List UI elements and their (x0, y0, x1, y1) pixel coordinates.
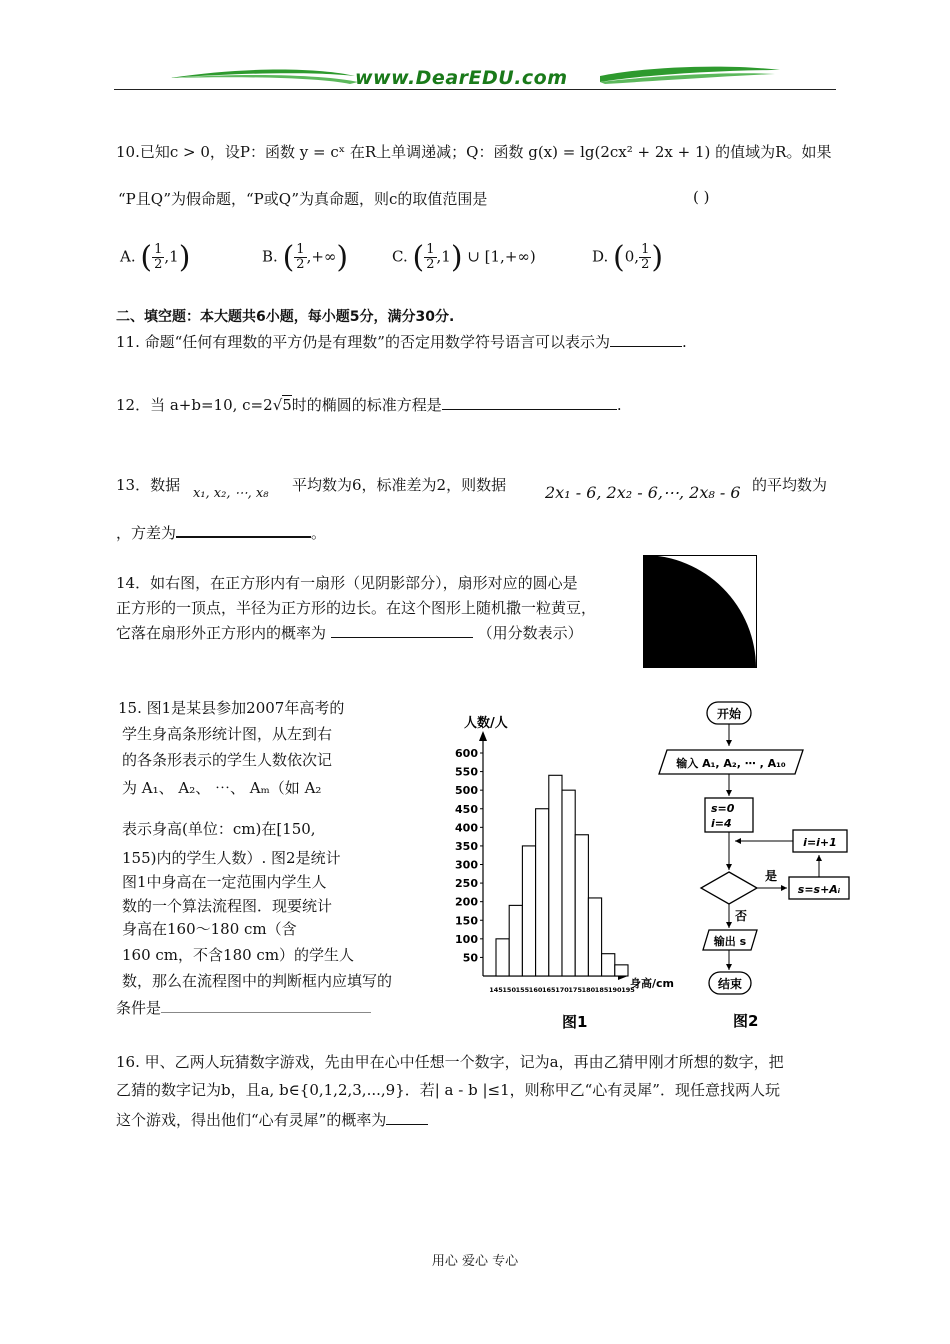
height-histogram (440, 705, 690, 1035)
output-label: 输出 s (713, 935, 747, 948)
q15-line6: 155)内的学生人数）. 图2是统计 (122, 849, 341, 867)
paren-open: ( (282, 240, 295, 275)
y-tick-label: 350 (455, 839, 478, 853)
q15-line9: 身高在160～180 cm（含 (122, 920, 297, 938)
option-b-label: B. (262, 247, 278, 266)
sqrt-symbol: √ (272, 396, 283, 414)
q10-option-d (592, 240, 663, 275)
q16-line2: 乙猜的数字记为b，且a, b∈{0,1,2,3,...,9}．若| a - b |≤1，则称甲乙“心有灵犀”．现任意找两人玩 (116, 1081, 780, 1099)
q15-line5: 表示身高(单位：cm)在[150, (122, 820, 316, 838)
y-tick-label: 200 (455, 895, 478, 909)
histogram-bar (575, 835, 588, 976)
q13-pre: 13．数据 (116, 476, 181, 494)
paren-close: ) (336, 240, 349, 275)
numerator: 1 (641, 242, 650, 257)
histogram-bar (562, 790, 575, 976)
figure-2-caption: 图2 (733, 1012, 759, 1030)
option-c-rest: ,1 (436, 247, 451, 266)
q14-line3-post: （用分数表示） (477, 624, 583, 642)
denominator: 2 (426, 257, 435, 272)
q12-post: 时的椭圆的标准方程是 (291, 396, 442, 414)
q10-option-a (120, 240, 190, 275)
figure-1-caption: 图1 (562, 1013, 588, 1031)
page-footer: 用心 爱心 专心 (431, 1254, 519, 1269)
q13-line2-pre: ，方差为 (116, 524, 177, 542)
y-tick-label: 500 (455, 784, 478, 798)
x-tick-label: 150 (502, 986, 516, 994)
y-tick-label: 300 (455, 858, 478, 872)
x-tick-label: 160 (528, 986, 543, 994)
q12 (116, 394, 622, 415)
histogram-bar (536, 809, 549, 976)
q12-answer-blank[interactable] (442, 395, 617, 410)
q12-end: . (616, 396, 622, 414)
q15-line7: 图1中身高在一定范围内学生人 (122, 873, 327, 891)
accumulate-label: s=s+Aᵢ (797, 883, 841, 896)
section-2-title: 二、填空题：本大题共6小题，每小题5分，满分30分. (116, 309, 455, 325)
paren-open: ( (613, 240, 625, 275)
paren-close: ) (450, 240, 463, 275)
q13-data-set-1: x₁, x₂, ⋯, x₈ (193, 486, 269, 501)
y-tick-label: 550 (455, 765, 478, 779)
init-s-label: s=0 (711, 802, 735, 815)
q10-option-c (392, 240, 536, 275)
numerator: 1 (154, 242, 163, 257)
q16-line1: 16. 甲、乙两人玩猜数字游戏，先由甲在心中任想一个数字，记为a，再由乙猜甲刚才所想的数字，把 (116, 1053, 784, 1071)
q11-end: . (681, 333, 687, 351)
increment-label: i=i+1 (803, 836, 837, 849)
algorithm-flowchart (655, 700, 855, 1038)
q10-line2: “P且Q”为假命题，“P或Q”为真命题，则c的取值范围是 (118, 190, 488, 208)
numerator: 1 (296, 242, 305, 257)
y-tick-label: 250 (455, 877, 478, 891)
y-tick-label: 600 (455, 747, 478, 760)
q15-line1: 15. 图1是某县参加2007年高考的 (118, 699, 345, 717)
q15-line12 (116, 997, 371, 1018)
fraction-half (294, 243, 306, 272)
site-logo-text[interactable]: www.DearEDU.com (355, 67, 568, 89)
q13-variance-blank[interactable] (176, 522, 311, 538)
q16-answer-blank[interactable] (386, 1110, 428, 1125)
histogram-bar (615, 965, 628, 976)
y-tick-label: 150 (455, 914, 478, 928)
q15-answer-blank[interactable] (161, 998, 371, 1013)
paren-close: ) (178, 240, 191, 275)
q13-line2-end: 。 (311, 524, 327, 542)
paren-open: ( (140, 240, 153, 275)
x-tick-label: 175 (568, 986, 582, 994)
q14-answer-blank[interactable] (331, 623, 473, 638)
q13-line2 (116, 522, 326, 543)
y-tick-label: 450 (455, 802, 478, 816)
yes-label: 是 (765, 869, 778, 883)
option-a-rest: ,1 (164, 247, 179, 266)
q15-line4: 为 A₁、 A₂、 ⋯、 Aₘ（如 A₂ (122, 779, 322, 797)
x-tick-label: 185 (594, 986, 609, 994)
start-label: 开始 (716, 707, 742, 721)
q11-answer-blank[interactable] (610, 332, 682, 347)
histogram-bar (602, 954, 615, 976)
q14-line3 (116, 622, 583, 643)
denominator: 2 (154, 257, 163, 272)
x-tick-label: 190 (608, 986, 622, 994)
paren-open: ( (412, 240, 425, 275)
q14-line1: 14．如右图，在正方形内有一扇形（见阴影部分），扇形对应的圆心是 (116, 574, 578, 592)
q12-pre: 12．当 a+b=10, c=2 (116, 396, 273, 414)
q15-line3: 的各条形表示的学生人数依次记 (122, 751, 333, 769)
q13-mid: 平均数为6，标准差为2，则数据 (292, 476, 507, 494)
y-tick-label: 50 (462, 951, 478, 965)
q11 (116, 331, 687, 352)
q11-text: 11. 命题“任何有理数的平方仍是有理数”的否定用数学符号语言可以表示为 (116, 333, 610, 351)
init-i-label: i=4 (711, 817, 732, 830)
quarter-circle-figure (643, 555, 757, 668)
option-b-rest: ,+∞ (306, 247, 337, 266)
x-tick-label: 155 (515, 986, 530, 994)
x-tick-label: 165 (542, 986, 556, 994)
option-c-label: C. (392, 247, 408, 266)
fraction-half (152, 243, 164, 272)
histogram-bar (496, 939, 509, 976)
q15-line12-text: 条件是 (116, 999, 162, 1017)
histogram-bar (509, 905, 522, 976)
q10-option-b (262, 240, 348, 275)
q16-line3 (116, 1109, 428, 1130)
y-axis-arrow (479, 731, 487, 741)
option-d-label: D. (592, 247, 609, 266)
q15-line10: 160 cm，不含180 cm）的学生人 (122, 946, 355, 964)
x-tick-label: 195 (621, 986, 635, 994)
fraction-half (424, 243, 436, 272)
histogram-bar (522, 846, 535, 976)
q14-line3-pre: 它落在扇形外正方形内的概率为 (116, 624, 327, 642)
x-axis-label: 身高/cm (630, 977, 674, 990)
option-c-union: ∪ [1,+∞) (467, 247, 536, 266)
q10-line1: 10.已知c > 0，设P：函数 y = cˣ 在R上单调递减；Q：函数 g(x) = lg(2cx² + 2x + 1) 的值域为R。如果 (116, 143, 832, 161)
header-divider (114, 89, 836, 90)
fraction-half (639, 243, 651, 272)
no-label: 否 (735, 909, 748, 923)
decision-diamond (701, 872, 757, 904)
x-tick-label: 170 (555, 986, 569, 994)
q13-post: 的平均数为 (752, 476, 828, 494)
q15-line11: 数，那么在流程图中的判断框内应填写的 (122, 972, 393, 990)
q13-data-set-2: 2x₁ - 6, 2x₂ - 6,⋯, 2x₈ - 6 (545, 483, 741, 502)
y-tick-label: 100 (455, 932, 478, 946)
histogram-bar (588, 898, 601, 976)
q14-line2: 正方形的一顶点，半径为正方形的边长。在这个图形上随机撒一粒黄豆， (116, 599, 597, 617)
x-tick-label: 145 (489, 986, 503, 994)
histogram-bar (549, 775, 562, 976)
option-d-pre: 0, (624, 247, 640, 266)
denominator: 2 (296, 257, 305, 272)
end-label: 结束 (717, 977, 743, 991)
q15-line8: 数的一个算法流程图．现要统计 (122, 897, 333, 915)
y-axis-label: 人数/人 (464, 716, 508, 731)
input-label: 输入 A₁, A₂, ⋯ , A₁₀ (676, 757, 786, 770)
paren-close: ) (651, 240, 664, 275)
q16-line3-text: 这个游戏，得出他们“心有灵犀”的概率为 (116, 1111, 387, 1129)
q10-answer-paren: ( ) (693, 188, 710, 206)
y-tick-label: 400 (455, 821, 478, 835)
denominator: 2 (641, 257, 650, 272)
numerator: 1 (426, 242, 435, 257)
option-a-label: A. (120, 247, 136, 266)
x-tick-label: 180 (581, 986, 596, 994)
sqrt-radicand: 5 (282, 396, 292, 414)
q15-line2: 学生身高条形统计图，从左到右 (122, 725, 333, 743)
